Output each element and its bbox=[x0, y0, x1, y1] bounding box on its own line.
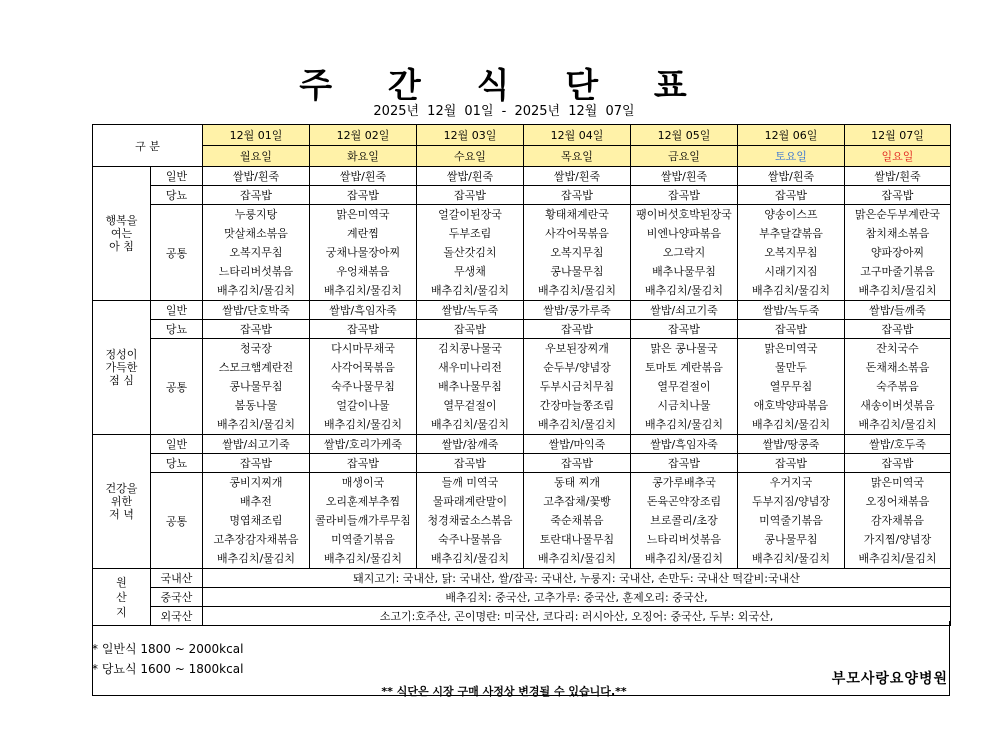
dish-item: 봄동나물 bbox=[234, 399, 278, 412]
gubun-header: 구 분 bbox=[93, 125, 203, 167]
dish-item: 두부조림 bbox=[448, 227, 492, 240]
dish-item: 배추김치/물김치 bbox=[323, 552, 403, 565]
dish-item: 맑은미역국 bbox=[870, 476, 925, 489]
diabetic-item: 잡곡밥 bbox=[524, 320, 631, 339]
general-item: 쌀밥/흰죽 bbox=[631, 167, 738, 186]
dish-item: 오복지무침 bbox=[550, 246, 604, 259]
dish-item: 맑은미역국 bbox=[764, 342, 818, 355]
dish-item: 토마토 계란볶음 bbox=[645, 361, 723, 374]
dish-item: 숙주나물볶음 bbox=[438, 533, 502, 546]
dish-item: 고구마줄기볶음 bbox=[860, 265, 935, 278]
dish-item: 누룽지탕 bbox=[234, 208, 278, 221]
dish-item: 배추김치/물김치 bbox=[751, 418, 831, 431]
dish-item: 배추김치/물김치 bbox=[858, 284, 937, 297]
dish-item: 간장마늘쫑조림 bbox=[539, 399, 615, 412]
date-header: 12월 01일 bbox=[203, 125, 310, 146]
dish-item: 오징어채볶음 bbox=[865, 495, 930, 508]
dish-item: 두부시금치무침 bbox=[539, 380, 615, 393]
diabetic-item: 잡곡밥 bbox=[845, 186, 951, 205]
dish-item: 오복지무침 bbox=[764, 246, 818, 259]
diabetic-item: 잡곡밥 bbox=[738, 454, 845, 473]
dish-item: 배추김치/물김치 bbox=[430, 418, 510, 431]
general-item: 쌀밥/흰죽 bbox=[417, 167, 524, 186]
diabetic-item: 잡곡밥 bbox=[524, 186, 631, 205]
day-header: 수요일 bbox=[417, 146, 524, 167]
category-diabetic: 당뇨 bbox=[151, 186, 203, 205]
common-dishes bbox=[845, 473, 951, 569]
dish-item: 콩나물무침 bbox=[550, 265, 604, 278]
dish-item: 김치콩나물국 bbox=[438, 342, 502, 355]
diabetic-item: 잡곡밥 bbox=[631, 454, 738, 473]
dish-item: 오복지무침 bbox=[229, 246, 283, 259]
note-general-kcal: * 일반식 1800 ~ 2000kcal bbox=[92, 642, 244, 656]
dish-item: 콩나물무침 bbox=[764, 533, 818, 546]
general-item: 쌀밥/콩가루죽 bbox=[524, 301, 631, 320]
category-general: 일반 bbox=[151, 167, 203, 186]
date-header: 12월 06일 bbox=[738, 125, 845, 146]
common-dishes bbox=[524, 339, 631, 435]
dish-item: 물만두 bbox=[775, 361, 807, 374]
day-header: 월요일 bbox=[203, 146, 310, 167]
dish-item: 미역줄기볶음 bbox=[331, 533, 395, 546]
diabetic-item: 잡곡밥 bbox=[524, 454, 631, 473]
breakfast-label: 행복을 여는 아 침 bbox=[93, 167, 151, 301]
origin-country: 외국산 bbox=[151, 607, 203, 626]
general-item: 쌀밥/호리가케죽 bbox=[310, 435, 417, 454]
general-item: 쌀밥/녹두죽 bbox=[417, 301, 524, 320]
diabetic-item: 잡곡밥 bbox=[310, 186, 417, 205]
dish-item: 배추김치/물김치 bbox=[751, 552, 831, 565]
dish-item: 돈육곤약장조림 bbox=[646, 495, 722, 508]
common-dishes bbox=[417, 339, 524, 435]
common-dishes bbox=[203, 205, 310, 301]
dish-item: 숙주볶음 bbox=[876, 380, 919, 393]
day-header-sunday: 일요일 bbox=[845, 146, 951, 167]
dish-item: 배추김치/물김치 bbox=[537, 418, 617, 431]
dish-item: 열무무침 bbox=[769, 380, 813, 393]
dish-item: 배추김치/물김치 bbox=[537, 552, 617, 565]
date-header: 12월 04일 bbox=[524, 125, 631, 146]
dish-item: 계란찜 bbox=[347, 227, 379, 240]
dish-item: 느타리버섯볶음 bbox=[646, 533, 722, 546]
dish-item: 열무겉절이 bbox=[443, 399, 497, 412]
common-dishes bbox=[738, 339, 845, 435]
dish-item: 느타리버섯볶음 bbox=[218, 265, 294, 278]
dish-item: 가지찜/양념장 bbox=[863, 533, 932, 546]
dish-item: 양송이스프 bbox=[764, 208, 818, 221]
dish-item: 돌산갓김치 bbox=[443, 246, 497, 259]
common-dishes bbox=[310, 205, 417, 301]
dish-item: 다시마무채국 bbox=[331, 342, 395, 355]
note-diabetic-kcal: * 당뇨식 1600 ~ 1800kcal bbox=[92, 662, 244, 676]
diabetic-item: 잡곡밥 bbox=[203, 186, 310, 205]
common-dishes bbox=[203, 473, 310, 569]
dish-item: 고추장감자채볶음 bbox=[213, 533, 299, 546]
general-item: 쌀밥/녹두죽 bbox=[738, 301, 845, 320]
dish-item: 무생채 bbox=[454, 265, 486, 278]
dish-item: 우엉채볶음 bbox=[336, 265, 390, 278]
general-item: 쌀밥/쇠고기죽 bbox=[203, 435, 310, 454]
general-item: 쌀밥/흰죽 bbox=[310, 167, 417, 186]
dish-item: 미역줄기볶음 bbox=[759, 514, 823, 527]
common-dishes bbox=[203, 339, 310, 435]
origin-detail: 배추김치: 중국산, 고추가루: 중국산, 훈제오리: 중국산, bbox=[203, 588, 951, 607]
dish-item: 시금치나물 bbox=[657, 399, 711, 412]
common-dishes bbox=[631, 339, 738, 435]
dish-item: 토란대나물무침 bbox=[539, 533, 615, 546]
common-dishes bbox=[845, 339, 951, 435]
common-dishes bbox=[417, 473, 524, 569]
general-item: 쌀밥/참깨죽 bbox=[417, 435, 524, 454]
dish-item: 맑은순두부계란국 bbox=[854, 208, 940, 221]
dish-item: 부추달걀볶음 bbox=[759, 227, 823, 240]
common-dishes bbox=[631, 205, 738, 301]
dish-item: 배추김치/물김치 bbox=[216, 418, 296, 431]
general-item: 쌀밥/흰죽 bbox=[524, 167, 631, 186]
diabetic-item: 잡곡밥 bbox=[310, 454, 417, 473]
dish-item: 애호박양파볶음 bbox=[753, 399, 829, 412]
general-item: 쌀밥/흰죽 bbox=[738, 167, 845, 186]
general-item: 쌀밥/땅콩죽 bbox=[738, 435, 845, 454]
dish-item: 배추김치/물김치 bbox=[644, 418, 724, 431]
common-dishes bbox=[631, 473, 738, 569]
general-item: 쌀밥/호두죽 bbox=[845, 435, 951, 454]
dish-item: 새우미나리전 bbox=[438, 361, 502, 374]
dish-item: 브로콜리/초장 bbox=[650, 514, 718, 527]
hospital-name: 부모사랑요양병원 bbox=[831, 671, 948, 687]
dish-item: 돈채채소볶음 bbox=[865, 361, 930, 374]
date-header: 12월 05일 bbox=[631, 125, 738, 146]
day-header: 금요일 bbox=[631, 146, 738, 167]
dish-item: 맑은 콩나물국 bbox=[650, 342, 718, 355]
day-header: 목요일 bbox=[524, 146, 631, 167]
common-dishes bbox=[417, 205, 524, 301]
dish-item: 배추김치/물김치 bbox=[430, 284, 510, 297]
dish-item: 사각어묵볶음 bbox=[331, 361, 395, 374]
category-general: 일반 bbox=[151, 435, 203, 454]
dish-item: 물파래계란말이 bbox=[432, 495, 508, 508]
dish-item: 고추잡채/꽃빵 bbox=[543, 495, 611, 508]
dish-item: 궁채나물장아찌 bbox=[325, 246, 401, 259]
diabetic-item: 잡곡밥 bbox=[845, 454, 951, 473]
origin-detail: 돼지고기: 국내산, 닭: 국내산, 쌀/잡곡: 국내산, 누룽지: 국내산, 손만두: 국내산 떡갈비:국내산 bbox=[203, 569, 951, 588]
dish-item: 배추나물무침 bbox=[438, 380, 502, 393]
dish-item: 숙주나물무침 bbox=[331, 380, 395, 393]
dish-item: 황태채계란국 bbox=[545, 208, 609, 221]
diabetic-item: 잡곡밥 bbox=[203, 454, 310, 473]
dish-item: 배추나물무침 bbox=[652, 265, 716, 278]
dish-item: 배추김치/물김치 bbox=[537, 284, 617, 297]
dish-item: 배추김치/물김치 bbox=[323, 418, 403, 431]
dish-item: 매생이국 bbox=[341, 476, 385, 489]
common-dishes bbox=[310, 473, 417, 569]
dinner-label: 건강을 위한 저 녁 bbox=[93, 435, 151, 569]
dish-item: 배추김치/물김치 bbox=[858, 418, 937, 431]
general-item: 쌀밥/흰죽 bbox=[203, 167, 310, 186]
dish-item: 열무겉절이 bbox=[657, 380, 711, 393]
common-dishes bbox=[310, 339, 417, 435]
dish-item: 비엔나양파볶음 bbox=[646, 227, 722, 240]
dish-item: 사각어묵볶음 bbox=[545, 227, 609, 240]
dish-item: 팽이버섯호박된장국 bbox=[636, 208, 732, 221]
dish-item: 새송이버섯볶음 bbox=[860, 399, 935, 412]
diabetic-item: 잡곡밥 bbox=[310, 320, 417, 339]
dish-item: 배추김치/물김치 bbox=[323, 284, 403, 297]
dish-item: 배추김치/물김치 bbox=[644, 284, 724, 297]
dish-item: 스모크햄계란전 bbox=[218, 361, 294, 374]
dish-item: 참치채소볶음 bbox=[865, 227, 930, 240]
diabetic-item: 잡곡밥 bbox=[417, 454, 524, 473]
page-title: 주 간 식 단 표 bbox=[299, 66, 709, 106]
origin-country: 중국산 bbox=[151, 588, 203, 607]
dish-item: 맑은미역국 bbox=[336, 208, 390, 221]
dish-item: 얼갈이된장국 bbox=[438, 208, 502, 221]
dish-item: 들깨 미역국 bbox=[441, 476, 499, 489]
dish-item: 우보된장찌개 bbox=[545, 342, 609, 355]
dish-item: 청경채굴소스볶음 bbox=[427, 514, 513, 527]
common-dishes bbox=[738, 473, 845, 569]
category-general: 일반 bbox=[151, 301, 203, 320]
category-common: 공통 bbox=[151, 205, 203, 301]
dish-item: 배추김치/물김치 bbox=[216, 552, 296, 565]
general-item: 쌀밥/흑임자죽 bbox=[631, 435, 738, 454]
general-item: 쌀밥/쇠고기죽 bbox=[631, 301, 738, 320]
diabetic-item: 잡곡밥 bbox=[845, 320, 951, 339]
dish-item: 동태 찌개 bbox=[553, 476, 600, 489]
category-diabetic: 당뇨 bbox=[151, 320, 203, 339]
dish-item: 죽순채볶음 bbox=[550, 514, 604, 527]
origin-country: 국내산 bbox=[151, 569, 203, 588]
dish-item: 얼갈이나물 bbox=[336, 399, 390, 412]
diabetic-item: 잡곡밥 bbox=[738, 186, 845, 205]
origin-label: 원 산 지 bbox=[93, 569, 151, 626]
dish-item: 오그락지 bbox=[662, 246, 706, 259]
common-dishes bbox=[738, 205, 845, 301]
general-item: 쌀밥/마익죽 bbox=[524, 435, 631, 454]
dish-item: 콩비지찌개 bbox=[229, 476, 283, 489]
dish-item: 감자채볶음 bbox=[870, 514, 925, 527]
date-header: 12월 02일 bbox=[310, 125, 417, 146]
dish-item: 콩가루배추국 bbox=[652, 476, 716, 489]
dish-item: 콜라비들깨가루무침 bbox=[315, 514, 411, 527]
dish-item: 양파장아찌 bbox=[870, 246, 925, 259]
diabetic-item: 잡곡밥 bbox=[631, 320, 738, 339]
dish-item: 오리훈제부추찜 bbox=[325, 495, 401, 508]
dish-item: 배추김치/물김치 bbox=[430, 552, 510, 565]
dish-item: 배추김치/물김치 bbox=[216, 284, 296, 297]
common-dishes bbox=[524, 205, 631, 301]
diabetic-item: 잡곡밥 bbox=[738, 320, 845, 339]
dish-item: 배추김치/물김치 bbox=[858, 552, 937, 565]
change-warning: ** 식단은 시장 구매 사정상 변경될 수 있습니다.** bbox=[381, 685, 627, 698]
diabetic-item: 잡곡밥 bbox=[203, 320, 310, 339]
dish-item: 배추김치/물김치 bbox=[644, 552, 724, 565]
dish-item: 맛살채소볶음 bbox=[224, 227, 288, 240]
category-diabetic: 당뇨 bbox=[151, 454, 203, 473]
weekly-menu-table bbox=[92, 124, 951, 626]
diabetic-item: 잡곡밥 bbox=[631, 186, 738, 205]
day-header-saturday: 토요일 bbox=[738, 146, 845, 167]
dish-item: 배추김치/물김치 bbox=[751, 284, 831, 297]
date-header: 12월 03일 bbox=[417, 125, 524, 146]
dish-item: 우거지국 bbox=[769, 476, 813, 489]
dish-item: 콩나물무침 bbox=[229, 380, 283, 393]
period-range: 2025년 12월 01일 - 2025년 12월 07일 bbox=[373, 104, 635, 119]
common-dishes bbox=[845, 205, 951, 301]
dish-item: 시래기지짐 bbox=[764, 265, 818, 278]
date-header: 12월 07일 bbox=[845, 125, 951, 146]
origin-detail: 소고기:호주산, 곤이명란: 미국산, 코다리: 러시아산, 오징어: 중국산, 두부: 외국산, bbox=[203, 607, 951, 626]
general-item: 쌀밥/단호박죽 bbox=[203, 301, 310, 320]
category-common: 공통 bbox=[151, 339, 203, 435]
dish-item: 청국장 bbox=[240, 342, 272, 355]
dish-item: 순두부/양념장 bbox=[543, 361, 611, 374]
day-header: 화요일 bbox=[310, 146, 417, 167]
dish-item: 배추전 bbox=[240, 495, 272, 508]
diabetic-item: 잡곡밥 bbox=[417, 320, 524, 339]
lunch-label: 정성이 가득한 점 심 bbox=[93, 301, 151, 435]
general-item: 쌀밥/들깨죽 bbox=[845, 301, 951, 320]
category-common: 공통 bbox=[151, 473, 203, 569]
general-item: 쌀밥/흑임자죽 bbox=[310, 301, 417, 320]
dish-item: 두부지짐/양념장 bbox=[751, 495, 831, 508]
dish-item: 명엽채조림 bbox=[229, 514, 283, 527]
diabetic-item: 잡곡밥 bbox=[417, 186, 524, 205]
common-dishes bbox=[524, 473, 631, 569]
dish-item: 잔치국수 bbox=[876, 342, 919, 355]
general-item: 쌀밥/흰죽 bbox=[845, 167, 951, 186]
